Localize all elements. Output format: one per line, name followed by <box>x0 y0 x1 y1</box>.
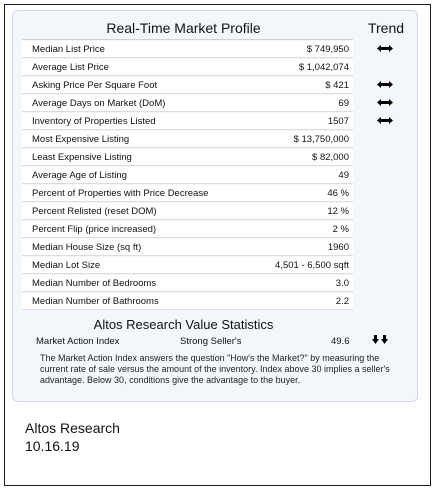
table-row <box>22 239 353 256</box>
table-row <box>22 113 353 130</box>
trend-cell <box>370 165 400 183</box>
trend-cell <box>370 291 400 309</box>
trend-cell <box>370 201 400 219</box>
table-row <box>22 257 353 274</box>
trend-cell <box>370 273 400 291</box>
table-row <box>22 203 353 220</box>
market-action-index-value: 49.6 <box>331 336 350 347</box>
row-label: Least Expensive Listing <box>32 151 132 163</box>
trend-cell <box>370 219 400 237</box>
trend-cell <box>370 255 400 273</box>
row-label: Inventory of Properties Listed <box>32 115 156 127</box>
table-row <box>22 275 353 292</box>
row-label: Median List Price <box>32 43 105 55</box>
row-value: $ 749,950 <box>306 43 349 55</box>
trend-cell <box>370 93 400 111</box>
row-label: Median Number of Bathrooms <box>32 295 159 307</box>
table-row <box>22 221 353 238</box>
row-label: Median Number of Bedrooms <box>32 277 157 289</box>
row-label: Average Days on Market (DoM) <box>32 97 166 109</box>
left-right-arrows-icon <box>377 117 393 124</box>
left-right-arrows-icon <box>377 99 393 106</box>
trend-cell <box>370 75 400 93</box>
row-label: Percent Flip (price increased) <box>32 223 157 235</box>
table-row <box>22 149 353 166</box>
row-value: 12 % <box>327 205 349 217</box>
trend-cell <box>370 57 400 75</box>
row-value: 1960 <box>327 241 349 253</box>
footer-source: Altos Research <box>25 420 120 436</box>
trend-cell <box>370 39 400 57</box>
trend-cell <box>370 129 400 147</box>
double-down-arrows-icon <box>372 335 388 348</box>
row-value: 49 <box>338 169 349 181</box>
trend-cell <box>370 111 400 129</box>
table-row <box>22 185 353 202</box>
table-row <box>22 293 353 310</box>
left-right-arrows-icon <box>377 45 393 52</box>
stats-title: Altos Research Value Statistics <box>93 317 274 332</box>
trend-cell <box>370 147 400 165</box>
left-right-arrows-icon <box>377 81 393 88</box>
row-value: 46 % <box>327 187 349 199</box>
table-row <box>22 167 353 184</box>
table-row <box>22 41 353 58</box>
table-row <box>22 95 353 112</box>
row-value: 2 % <box>332 223 349 235</box>
trend-cell <box>370 237 400 255</box>
profile-title: Real-Time Market Profile <box>106 20 261 36</box>
row-value: $ 13,750,000 <box>293 133 349 145</box>
row-label: Percent Relisted (reset DOM) <box>32 205 157 217</box>
footer-date: 10.16.19 <box>25 438 80 454</box>
row-value: 2.2 <box>335 295 349 307</box>
market-profile-table <box>22 39 353 310</box>
row-label: Percent of Properties with Price Decrease <box>32 187 209 199</box>
row-value: $ 421 <box>325 79 349 91</box>
row-label: Asking Price Per Square Foot <box>32 79 158 91</box>
market-action-index-label: Market Action Index <box>36 336 120 347</box>
row-value: 3.0 <box>335 277 349 289</box>
table-row <box>22 131 353 148</box>
row-label: Average Age of Listing <box>32 169 127 181</box>
row-value: $ 1,042,074 <box>298 61 349 73</box>
table-row <box>22 59 353 76</box>
trend-header: Trend <box>367 20 405 36</box>
row-label: Median House Size (sq ft) <box>32 241 142 253</box>
market-action-index-description: The Market Action Index answers the question "How's the Market?" by measuring the current rate of sale versus the amount of the inventory. Index above 30 implies a seller's advantage. Below 30, conditions give the advantage to the buyer. <box>40 353 390 385</box>
row-label: Median Lot Size <box>32 259 101 271</box>
row-label: Average List Price <box>32 61 109 73</box>
table-row <box>22 77 353 94</box>
market-action-index-row <box>32 336 392 350</box>
market-action-index-status: Strong Seller's <box>180 336 242 347</box>
row-value: $ 82,000 <box>312 151 349 163</box>
row-value: 4,501 - 6,500 sqft <box>275 259 349 271</box>
trend-cell <box>370 183 400 201</box>
trend-column <box>370 39 400 309</box>
row-label: Most Expensive Listing <box>32 133 130 145</box>
row-value: 69 <box>338 97 349 109</box>
row-value: 1507 <box>327 115 349 127</box>
